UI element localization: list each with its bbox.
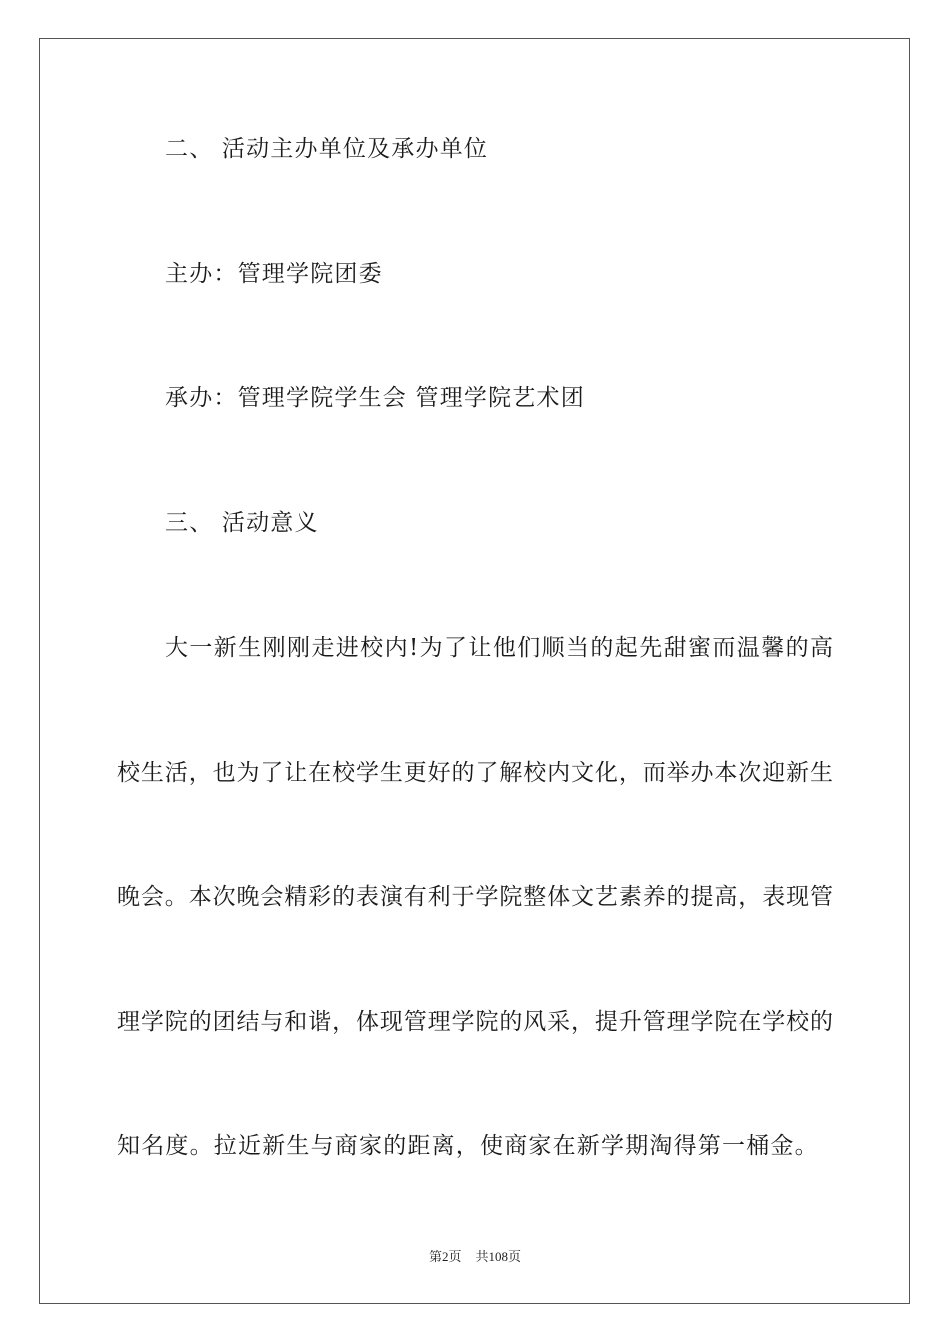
organizer-line: 主办：管理学院团委 (165, 261, 383, 287)
co-organizer-line: 承办：管理学院学生会 管理学院艺术团 (165, 385, 585, 411)
page-number: 第2页 (428, 1249, 462, 1264)
paragraph-line: 晚会。本次晚会精彩的表演有利于学院整体文艺素养的提高，表现管 (117, 884, 833, 910)
page-total: 共108页 (475, 1249, 522, 1264)
section-heading: 二、 活动主办单位及承办单位 (165, 136, 489, 162)
paragraph-line: 知名度。拉近新生与商家的距离，使商家在新学期淘得第一桶金。 (117, 1133, 819, 1159)
paragraph-line: 校生活，也为了让在校学生更好的了解校内文化，而举办本次迎新生 (117, 760, 833, 786)
page-border (39, 38, 910, 1304)
paragraph-line: 理学院的团结与和谐，体现管理学院的风采，提升管理学院在学校的 (117, 1009, 833, 1035)
page-footer (0, 1248, 950, 1266)
section-heading: 三、 活动意义 (165, 510, 319, 536)
paragraph-line: 大一新生刚刚走进校内!为了让他们顺当的起先甜蜜而温馨的高 (165, 635, 833, 661)
